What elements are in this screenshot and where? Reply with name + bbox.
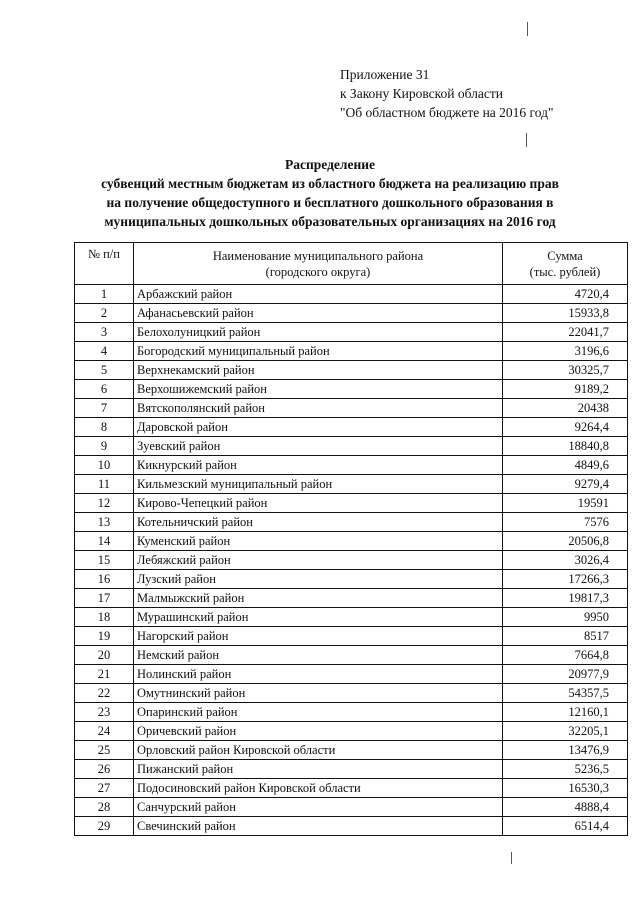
subvention-sum: 32205,1 (503, 722, 628, 741)
subvention-sum: 3196,6 (503, 342, 628, 361)
appendix-number: Приложение 31 (340, 67, 430, 82)
subvention-sum: 8517 (503, 627, 628, 646)
subvention-sum: 13476,9 (503, 741, 628, 760)
district-name: Санчурский район (134, 798, 503, 817)
row-number: 23 (75, 703, 134, 722)
table-row (75, 703, 628, 722)
table-row (75, 532, 628, 551)
subvention-sum: 9279,4 (503, 475, 628, 494)
header-district-name (134, 243, 503, 285)
scan-mark (526, 133, 527, 147)
subvention-sum: 4849,6 (503, 456, 628, 475)
scan-mark (511, 852, 512, 864)
row-number: 16 (75, 570, 134, 589)
scan-mark (527, 22, 528, 36)
district-name: Свечинский район (134, 817, 503, 836)
subvention-sum: 4888,4 (503, 798, 628, 817)
header-sum-line: (тыс. рублей) (529, 264, 601, 279)
subvention-sum: 4720,4 (503, 285, 628, 304)
table-row (75, 817, 628, 836)
row-number: 21 (75, 665, 134, 684)
district-name: Куменский район (134, 532, 503, 551)
district-name: Кирово-Чепецкий район (134, 494, 503, 513)
title-line: Распределение (284, 157, 376, 172)
table-row (75, 627, 628, 646)
header-sum (503, 243, 628, 285)
district-name: Даровской район (134, 418, 503, 437)
row-number: 9 (75, 437, 134, 456)
subvention-sum: 19591 (503, 494, 628, 513)
district-name: Нагорский район (134, 627, 503, 646)
table-row (75, 608, 628, 627)
table-row (75, 399, 628, 418)
table-header-row (75, 243, 628, 285)
table-row (75, 304, 628, 323)
row-number: 18 (75, 608, 134, 627)
subvention-sum: 19817,3 (503, 589, 628, 608)
district-name: Орловский район Кировской области (134, 741, 503, 760)
district-name: Подосиновский район Кировской области (134, 779, 503, 798)
district-name: Лебяжский район (134, 551, 503, 570)
district-name: Немский район (134, 646, 503, 665)
table-row (75, 342, 628, 361)
table-row (75, 285, 628, 304)
table-row (75, 323, 628, 342)
row-number: 5 (75, 361, 134, 380)
subvention-sum: 18840,8 (503, 437, 628, 456)
row-number: 27 (75, 779, 134, 798)
table-row (75, 684, 628, 703)
district-name: Малмыжский район (134, 589, 503, 608)
district-name: Оричевский район (134, 722, 503, 741)
subvention-sum: 9264,4 (503, 418, 628, 437)
table-row (75, 456, 628, 475)
table-row (75, 437, 628, 456)
title-line: субвенций местным бюджетам из областного бюджета на реализацию прав (101, 176, 559, 191)
district-name: Омутнинский район (134, 684, 503, 703)
row-number: 7 (75, 399, 134, 418)
appendix-reference (340, 65, 554, 122)
table-row (75, 380, 628, 399)
district-name: Пижанский район (134, 760, 503, 779)
row-number: 8 (75, 418, 134, 437)
district-name: Опаринский район (134, 703, 503, 722)
district-name: Вятскополянский район (134, 399, 503, 418)
row-number: 25 (75, 741, 134, 760)
row-number: 2 (75, 304, 134, 323)
district-name: Кикнурский район (134, 456, 503, 475)
table-body (75, 285, 628, 836)
distribution-table (74, 242, 628, 836)
table-row (75, 494, 628, 513)
row-number: 26 (75, 760, 134, 779)
row-number: 24 (75, 722, 134, 741)
row-number: 4 (75, 342, 134, 361)
title-line: на получение общедоступного и бесплатного дошкольного образования в (106, 195, 554, 210)
row-number: 11 (75, 475, 134, 494)
district-name: Белохолуницкий район (134, 323, 503, 342)
table-row (75, 665, 628, 684)
row-number: 3 (75, 323, 134, 342)
row-number: 15 (75, 551, 134, 570)
appendix-law: к Закону Кировской области (340, 86, 504, 101)
district-name: Котельничский район (134, 513, 503, 532)
subvention-sum: 20977,9 (503, 665, 628, 684)
row-number: 14 (75, 532, 134, 551)
district-name: Арбажский район (134, 285, 503, 304)
header-sum-line: Сумма (547, 248, 583, 263)
table-row (75, 513, 628, 532)
district-name: Богородский муниципальный район (134, 342, 503, 361)
subvention-sum: 54357,5 (503, 684, 628, 703)
subvention-sum: 6514,4 (503, 817, 628, 836)
header-name-line: Наименование муниципального района (212, 248, 424, 263)
header-name-line: (городского округа) (265, 264, 371, 279)
subvention-sum: 7576 (503, 513, 628, 532)
district-name: Мурашинский район (134, 608, 503, 627)
table-row (75, 646, 628, 665)
subvention-sum: 7664,8 (503, 646, 628, 665)
table-row (75, 589, 628, 608)
table-row (75, 798, 628, 817)
document-title (60, 155, 600, 231)
subvention-sum: 12160,1 (503, 703, 628, 722)
subvention-sum: 3026,4 (503, 551, 628, 570)
table-row (75, 741, 628, 760)
row-number: 6 (75, 380, 134, 399)
table-row (75, 760, 628, 779)
header-number: № п/п (75, 243, 134, 285)
table-row (75, 722, 628, 741)
district-name: Афанасьевский район (134, 304, 503, 323)
district-name: Верхошижемский район (134, 380, 503, 399)
appendix-law-title: "Об областном бюджете на 2016 год" (340, 105, 554, 120)
district-name: Лузский район (134, 570, 503, 589)
table-row (75, 779, 628, 798)
subvention-sum: 17266,3 (503, 570, 628, 589)
row-number: 28 (75, 798, 134, 817)
district-name: Нолинский район (134, 665, 503, 684)
title-line: муниципальных дошкольных образовательных организациях на 2016 год (104, 214, 556, 229)
subvention-sum: 20438 (503, 399, 628, 418)
table-row (75, 361, 628, 380)
district-name: Верхнекамский район (134, 361, 503, 380)
subvention-sum: 5236,5 (503, 760, 628, 779)
table-row (75, 551, 628, 570)
row-number: 1 (75, 285, 134, 304)
table-row (75, 418, 628, 437)
row-number: 22 (75, 684, 134, 703)
table-row (75, 570, 628, 589)
subvention-sum: 9189,2 (503, 380, 628, 399)
row-number: 19 (75, 627, 134, 646)
row-number: 12 (75, 494, 134, 513)
subvention-sum: 9950 (503, 608, 628, 627)
row-number: 29 (75, 817, 134, 836)
subvention-sum: 15933,8 (503, 304, 628, 323)
row-number: 13 (75, 513, 134, 532)
row-number: 10 (75, 456, 134, 475)
district-name: Кильмезский муниципальный район (134, 475, 503, 494)
district-name: Зуевский район (134, 437, 503, 456)
subvention-sum: 30325,7 (503, 361, 628, 380)
subvention-sum: 20506,8 (503, 532, 628, 551)
row-number: 17 (75, 589, 134, 608)
subvention-sum: 16530,3 (503, 779, 628, 798)
subvention-sum: 22041,7 (503, 323, 628, 342)
row-number: 20 (75, 646, 134, 665)
table-row (75, 475, 628, 494)
